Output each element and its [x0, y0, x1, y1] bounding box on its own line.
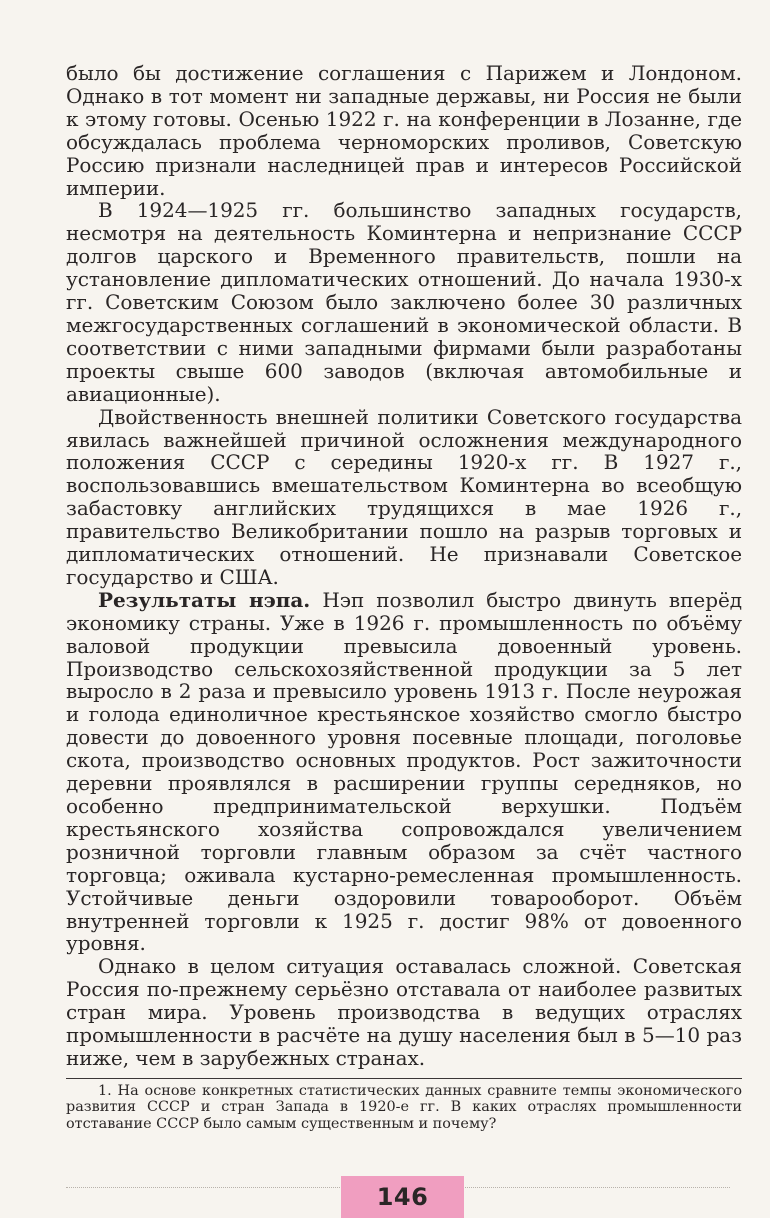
paragraph-2: В 1924—1925 гг. большинство западных государств, несмотря на деятельность Коминтерна и непризнание СССР долгов царского и Временного правительств, пошли на установление дипломатических отношений. До начала 1930-х гг. Советским Союзом было заключено более 30 различных межгосударственных соглашений в экономической области. В соответствии с ними западными фирмами были разработаны проекты свыше 600 заводов (включая автомобильные и авиационные).: [66, 198, 742, 406]
footnote-divider: [66, 1078, 742, 1079]
page-number-badge: [341, 1176, 464, 1218]
paragraph-1: было бы достижение соглашения с Парижем и Лондоном. Однако в тот момент ни западные державы, ни Россия не были к этому готовы. Осенью 1922 г. на конференции в Лозанне, где обсуждалась проблема черноморских проливов, Советскую Россию признали наследницей прав и интересов Российской империи.: [66, 61, 742, 200]
main-text: [66, 62, 742, 1070]
textbook-page: [66, 62, 742, 1132]
paragraph-3: Двойственность внешней политики Советского государства явилась важнейшей причиной осложнения международного положения СССР с середины 1920-х гг. В 1927 г., воспользовавшись вмешательством Коминтерна во всеобщую забастовку английских трудящихся в мае 1926 г., правительство Великобритании пошло на разрыв торговых и дипломатических отношений. Не признавали Советское государство и США.: [66, 404, 742, 589]
page-number: 146: [376, 1183, 429, 1211]
footnote-question: 1. На основе конкретных статистических данных сравните темпы экономического развития СССР и стран Запада в 1920-е гг. В каких отраслях промышленности отставание СССР было самым существенным и почему?: [66, 1082, 742, 1132]
paragraph-closing: Однако в целом ситуация оставалась сложной. Советская Россия по-прежнему серьёзно отставала от наиболее развитых стран мира. Уровень производства в ведущих отраслях промышленности в расчёте на душу населения был в 5—10 раз ниже, чем в зарубежных странах.: [66, 954, 742, 1070]
results-nep-text: Нэп позволил быстро двинуть вперёд экономику страны. Уже в 1926 г. промышленность по объёму валовой продукции превысила довоенный уровень. Производство сельскохозяйственной продукции за 5 лет выросло в 2 раза и превысило уровень 1913 г. После неурожая и голода единоличное крестьянское хозяйство смогло быстро довести до довоенного уровня посевные площади, поголовье скота, производство основных продуктов. Рост зажиточности деревни проявлялся в расширении группы середняков, но особенно предпринимательской верхушки. Подъём крестьянского хозяйства сопровождался увеличением розничной торговли главным образом за счёт частного торговца; оживала кустарно-ремесленная промышленность. Устойчивые деньги оздоровили товарооборот. Объём внутренней торговли к 1925 г. достиг 98% от довоенного уровня.: [66, 587, 743, 956]
section-heading-results-nep: Результаты нэпа.: [98, 587, 311, 612]
paragraph-results-nep: [66, 589, 742, 956]
